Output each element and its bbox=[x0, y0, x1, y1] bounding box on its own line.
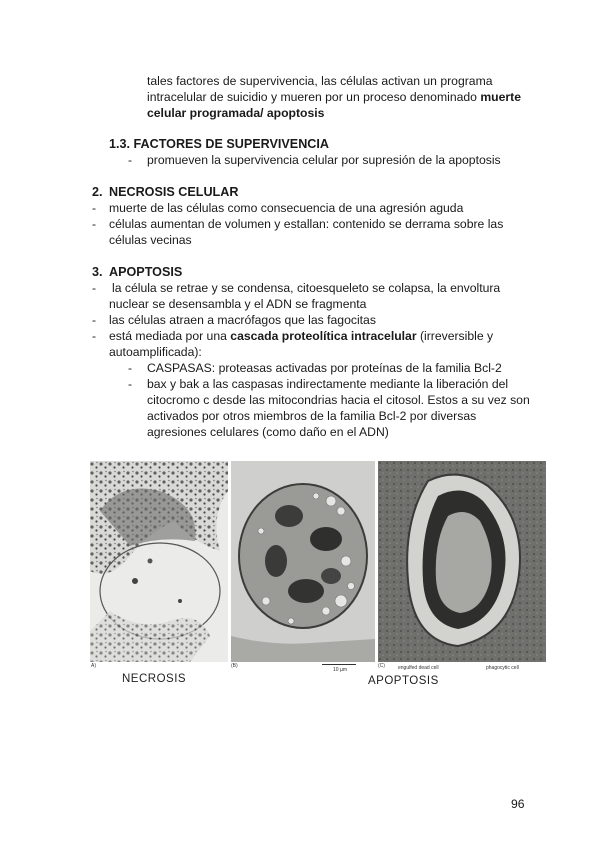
apoptosis-bullet-3 bbox=[109, 329, 493, 345]
sub-bullet-caspasas: CASPASAS: proteasas activadas por proteínas de la familia Bcl-2 bbox=[147, 361, 502, 375]
intro-line-2-text: intracelular de suicidio y mueren por un proceso denominado bbox=[147, 90, 477, 104]
necrosis-caption: NECROSIS bbox=[122, 673, 187, 685]
micrograph-figure bbox=[90, 461, 546, 689]
sub-bullet-bax-bak-4: agresiones celulares (como daño en el ADN) bbox=[147, 425, 389, 439]
bullet-marker: - bbox=[92, 281, 97, 295]
scale-bar bbox=[322, 664, 356, 665]
section-2-title: NECROSIS CELULAR bbox=[109, 185, 239, 199]
apoptosis-bullet-3-pre: está mediada por una bbox=[109, 329, 227, 343]
apoptosis-bullet-2: las células atraen a macrófagos que las fagocitas bbox=[109, 313, 376, 327]
scale-label: 10 µm bbox=[333, 667, 347, 673]
engulfed-cell-image bbox=[378, 461, 546, 662]
necrosis-bullet-2-cont: células vecinas bbox=[109, 233, 192, 247]
apoptosis-bullet-3-bold: cascada proteolítica intracelular bbox=[230, 329, 417, 343]
engulfed-label: engulfed dead cell bbox=[398, 665, 439, 671]
section-1-3-bullet: promueven la supervivencia celular por supresión de la apoptosis bbox=[147, 153, 501, 167]
apoptosis-bullet-1: la célula se retrae y se condensa, citoesqueleto se colapsa, la envoltura bbox=[112, 281, 501, 295]
apoptosis-bullet-3-cont: autoamplificada): bbox=[109, 345, 202, 359]
intro-line-2-bold: muerte bbox=[480, 90, 521, 104]
apoptosis-caption: APOPTOSIS bbox=[368, 675, 439, 687]
page-number: 96 bbox=[511, 797, 525, 811]
panel-c-label: (C) bbox=[378, 663, 385, 669]
sub-bullet-bax-bak-2: citocromo c desde las mitocondrias hacia el citosol. Estos a su vez son bbox=[147, 393, 530, 407]
apoptotic-cell-micrograph bbox=[231, 461, 375, 662]
apoptosis-bullet-1-cont: nuclear se desensambla y el ADN se fragmenta bbox=[109, 297, 367, 311]
section-2-number: 2. bbox=[92, 185, 103, 199]
section-3-number: 3. bbox=[92, 265, 103, 279]
section-1-3-title: 1.3. FACTORES DE SUPERVIVENCIA bbox=[109, 137, 329, 151]
sub-bullet-bax-bak-3: activados por otros miembros de la familia Bcl-2 por diversas bbox=[147, 409, 477, 423]
bullet-marker: - bbox=[128, 153, 133, 167]
bullet-marker: - bbox=[92, 329, 97, 343]
bullet-marker: - bbox=[92, 201, 97, 215]
bullet-marker: - bbox=[128, 377, 133, 391]
intro-line-3 bbox=[147, 106, 324, 122]
intro-line-1: tales factores de supervivencia, las células activan un programa bbox=[147, 74, 493, 88]
bullet-marker: - bbox=[92, 313, 97, 327]
apoptosis-bullet-3-post: (irreversible y bbox=[419, 329, 494, 343]
intro-line-2 bbox=[147, 90, 521, 106]
phagocytic-label: phagocytic cell bbox=[486, 665, 519, 671]
engulfed-cell-micrograph bbox=[378, 461, 546, 662]
section-3-title: APOPTOSIS bbox=[109, 265, 183, 279]
necrosis-bullet-2: células aumentan de volumen y estallan: contenido se derrama sobre las bbox=[109, 217, 504, 231]
necrosis-micrograph bbox=[90, 461, 228, 662]
panel-a-label: A) bbox=[91, 663, 96, 669]
necrosis-image bbox=[90, 461, 228, 662]
bullet-marker: - bbox=[128, 361, 133, 375]
necrosis-bullet-1: muerte de las células como consecuencia de una agresión aguda bbox=[109, 201, 464, 215]
bullet-marker: - bbox=[92, 217, 97, 231]
apoptotic-cell-image bbox=[231, 461, 375, 662]
intro-line-3-bold: celular programada/ apoptosis bbox=[147, 106, 325, 120]
sub-bullet-bax-bak: bax y bak a las caspasas indirectamente mediante la liberación del bbox=[147, 377, 509, 391]
panel-b-label: (B) bbox=[231, 663, 238, 669]
